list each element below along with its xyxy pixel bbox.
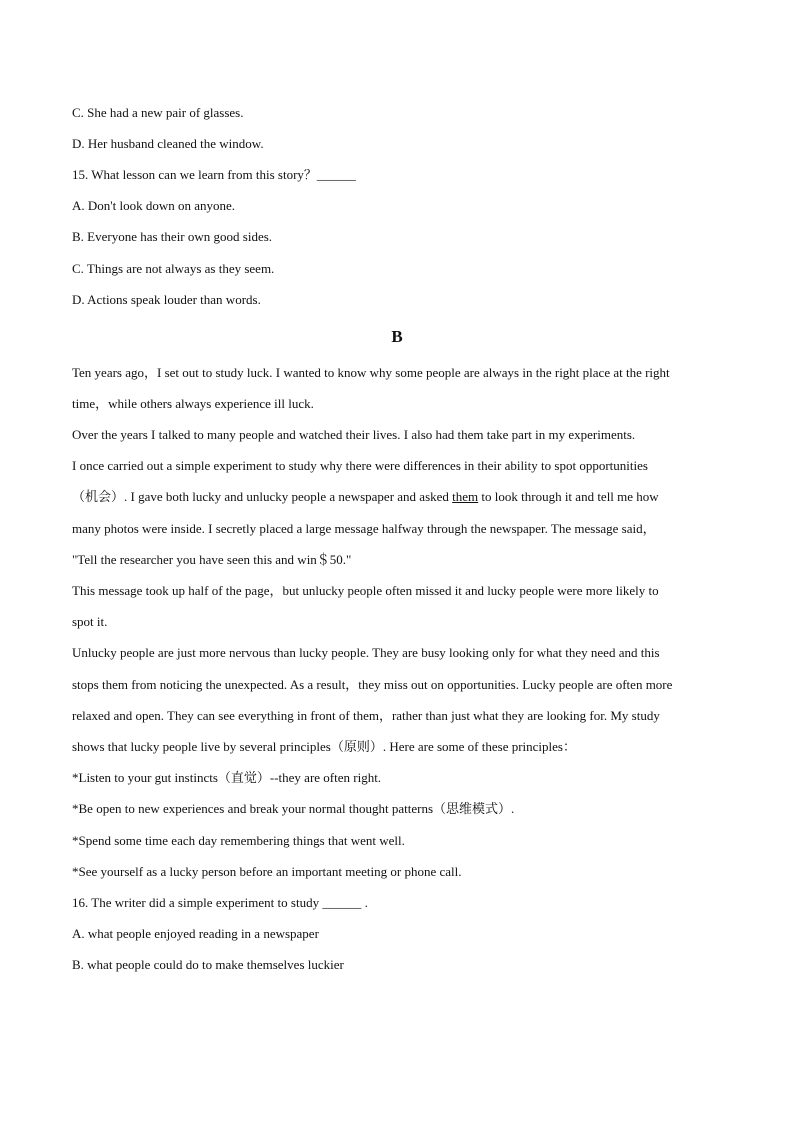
passage-line: Unlucky people are just more nervous than lucky people. They are busy looking only for what they need and this xyxy=(72,645,660,660)
q15-option-c: C. Things are not always as they seem. xyxy=(72,261,275,276)
q15-option-a: A. Don't look down on anyone. xyxy=(72,198,236,213)
q15-option-b: B. Everyone has their own good sides. xyxy=(72,229,273,244)
principle-item: *Listen to your gut instincts（直觉）--they are often right. xyxy=(72,770,382,785)
q16-option-a: A. what people enjoyed reading in a newspaper xyxy=(72,926,319,941)
passage-line: many photos were inside. I secretly placed a large message halfway through the newspaper. The message said， xyxy=(72,521,656,536)
passage-line: relaxed and open. They can see everything in front of them，rather than just what they are looking for. My study xyxy=(72,708,660,723)
principle-item: *See yourself as a lucky person before an important meeting or phone call. xyxy=(72,864,462,879)
passage-line: This message took up half of the page，but unlucky people often missed it and lucky people were more likely to xyxy=(72,583,659,598)
passage-line: shows that lucky people live by several principles（原则）. Here are some of these principles： xyxy=(72,739,576,754)
q16-option-b: B. what people could do to make themselves luckier xyxy=(72,957,344,972)
passage-line xyxy=(72,489,659,505)
q14-option-d: D. Her husband cleaned the window. xyxy=(72,136,264,151)
q15-option-d: D. Actions speak louder than words. xyxy=(72,292,261,307)
q15-stem: 15. What lesson can we learn from this story？______ xyxy=(72,167,356,182)
passage-text: （机会）. I gave both lucky and unlucky people a newspaper and asked xyxy=(72,489,453,504)
passage-line: stops them from noticing the unexpected. As a result，they miss out on opportunities. Lucky people are often more xyxy=(72,677,673,692)
passage-line: I once carried out a simple experiment to study why there were differences in their ability to spot opportunities xyxy=(72,458,648,473)
passage-line: "Tell the researcher you have seen this and win＄50." xyxy=(72,552,352,567)
q16-stem: 16. The writer did a simple experiment to study ______ . xyxy=(72,895,368,910)
passage-line: time，while others always experience ill luck. xyxy=(72,396,314,411)
passage-line: spot it. xyxy=(72,614,108,629)
section-title: B xyxy=(391,327,403,346)
underlined-word: them xyxy=(452,489,479,504)
q14-option-c: C. She had a new pair of glasses. xyxy=(72,105,244,120)
passage-line: Ten years ago，I set out to study luck. I wanted to know why some people are always in the right place at the right xyxy=(72,365,670,380)
passage-line: Over the years I talked to many people and watched their lives. I also had them take part in my experiments. xyxy=(72,427,636,442)
passage-text: to look through it and tell me how xyxy=(478,489,659,504)
principle-item: *Be open to new experiences and break your normal thought patterns（思维模式）. xyxy=(72,801,515,816)
principle-item: *Spend some time each day remembering things that went well. xyxy=(72,833,405,848)
